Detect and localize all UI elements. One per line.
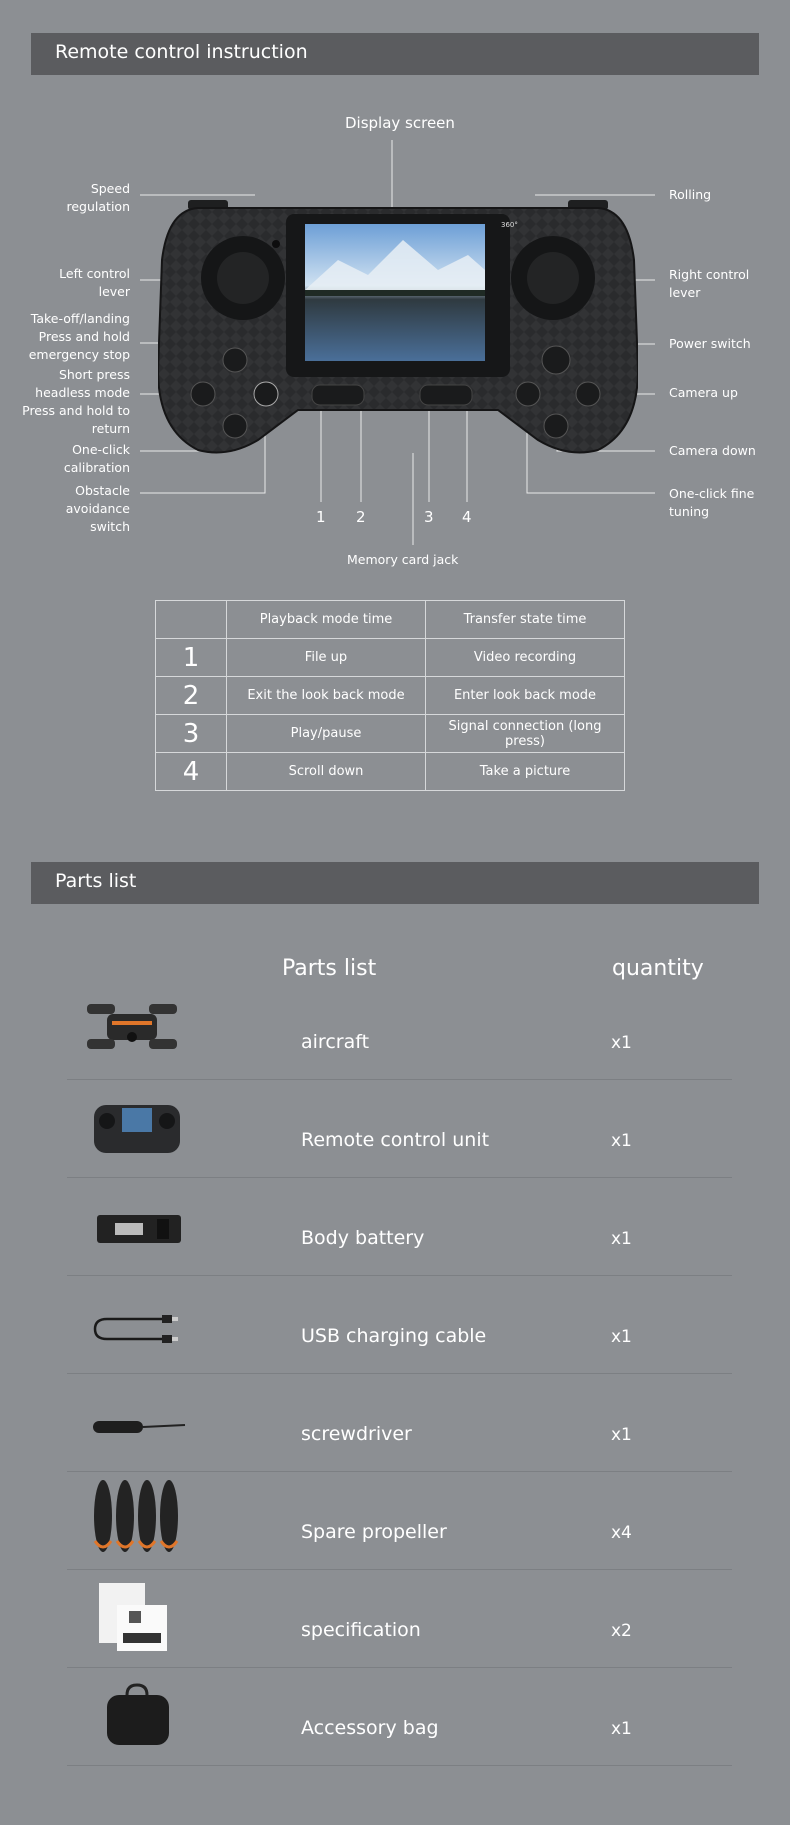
label-speed-regulation: Speed regulation bbox=[66, 181, 130, 214]
part-quantity: x1 bbox=[611, 1033, 632, 1053]
table-header: Transfer state time bbox=[426, 601, 625, 639]
list-item bbox=[67, 1177, 732, 1276]
list-item bbox=[67, 1667, 732, 1766]
part-name: specification bbox=[301, 1619, 421, 1641]
table-cell: Enter look back mode bbox=[426, 677, 625, 715]
table-header: Playback mode time bbox=[227, 601, 426, 639]
label-obstacle-avoidance: Obstacle avoidance switch bbox=[65, 483, 130, 534]
label-display-screen: Display screen bbox=[345, 114, 455, 132]
part-name: Body battery bbox=[301, 1227, 425, 1249]
parts-column-header-name: Parts list bbox=[282, 956, 377, 981]
label-takeoff-landing: Take-off/landing Press and hold emergency stop bbox=[28, 311, 130, 362]
list-item bbox=[67, 1275, 732, 1374]
list-item bbox=[67, 1471, 732, 1570]
table-row bbox=[156, 715, 625, 753]
button-number-4: 4 bbox=[462, 508, 472, 526]
part-quantity: x1 bbox=[611, 1229, 632, 1249]
list-item bbox=[67, 1569, 732, 1668]
part-quantity: x1 bbox=[611, 1131, 632, 1151]
part-quantity: x1 bbox=[611, 1327, 632, 1347]
remote-section-title: Remote control instruction bbox=[55, 41, 308, 63]
label-memory-card-jack: Memory card jack bbox=[347, 552, 459, 567]
battery-icon bbox=[77, 1185, 187, 1260]
table-cell: 4 bbox=[156, 753, 227, 791]
table-row bbox=[156, 639, 625, 677]
table-cell: Signal connection (long press) bbox=[426, 715, 625, 753]
list-item bbox=[67, 1079, 732, 1178]
list-item bbox=[67, 1373, 732, 1472]
table-cell: Exit the look back mode bbox=[227, 677, 426, 715]
propeller-icon bbox=[77, 1479, 187, 1554]
part-name: USB charging cable bbox=[301, 1325, 487, 1347]
label-headless-mode: Short press headless mode Press and hold to return bbox=[22, 367, 130, 436]
table-cell: Video recording bbox=[426, 639, 625, 677]
table-row bbox=[156, 753, 625, 791]
parts-column-header-quantity: quantity bbox=[612, 956, 704, 981]
table-cell: 1 bbox=[156, 639, 227, 677]
screwdriver-icon bbox=[77, 1381, 187, 1456]
label-one-click-calibration: One-click calibration bbox=[63, 442, 130, 475]
manual-icon bbox=[77, 1577, 187, 1652]
part-name: Spare propeller bbox=[301, 1521, 447, 1543]
drone-icon bbox=[77, 989, 187, 1064]
label-one-click-fine-tuning: One-click fine tuning bbox=[669, 486, 755, 519]
bag-icon bbox=[77, 1675, 187, 1750]
button-function-table bbox=[155, 600, 625, 791]
part-name: aircraft bbox=[301, 1031, 370, 1053]
cable-icon bbox=[77, 1283, 187, 1358]
list-item bbox=[67, 981, 732, 1080]
remote-icon bbox=[77, 1087, 187, 1162]
remote-controller-image bbox=[158, 200, 638, 458]
label-power-switch: Power switch bbox=[669, 336, 751, 351]
table-cell: File up bbox=[227, 639, 426, 677]
part-name: Remote control unit bbox=[301, 1129, 490, 1151]
table-row bbox=[156, 677, 625, 715]
part-quantity: x1 bbox=[611, 1719, 632, 1739]
table-header-row bbox=[156, 601, 625, 639]
table-cell: 2 bbox=[156, 677, 227, 715]
part-quantity: x2 bbox=[611, 1621, 632, 1641]
label-rolling: Rolling bbox=[669, 187, 712, 202]
table-cell: Scroll down bbox=[227, 753, 426, 791]
label-right-control-lever: Right control lever bbox=[669, 267, 750, 300]
button-number-3: 3 bbox=[424, 508, 434, 526]
part-name: screwdriver bbox=[301, 1423, 412, 1445]
part-name: Accessory bag bbox=[301, 1717, 439, 1739]
parts-section-title: Parts list bbox=[55, 870, 137, 892]
label-left-control-lever: Left control lever bbox=[59, 266, 130, 299]
table-cell: Take a picture bbox=[426, 753, 625, 791]
table-cell: 3 bbox=[156, 715, 227, 753]
label-camera-up: Camera up bbox=[669, 385, 738, 400]
badge-360: 360° bbox=[501, 221, 518, 229]
parts-section-header bbox=[31, 862, 759, 904]
button-number-2: 2 bbox=[356, 508, 366, 526]
part-quantity: x4 bbox=[611, 1523, 632, 1543]
label-camera-down: Camera down bbox=[669, 443, 756, 458]
button-number-1: 1 bbox=[316, 508, 326, 526]
table-cell: Play/pause bbox=[227, 715, 426, 753]
part-quantity: x1 bbox=[611, 1425, 632, 1445]
